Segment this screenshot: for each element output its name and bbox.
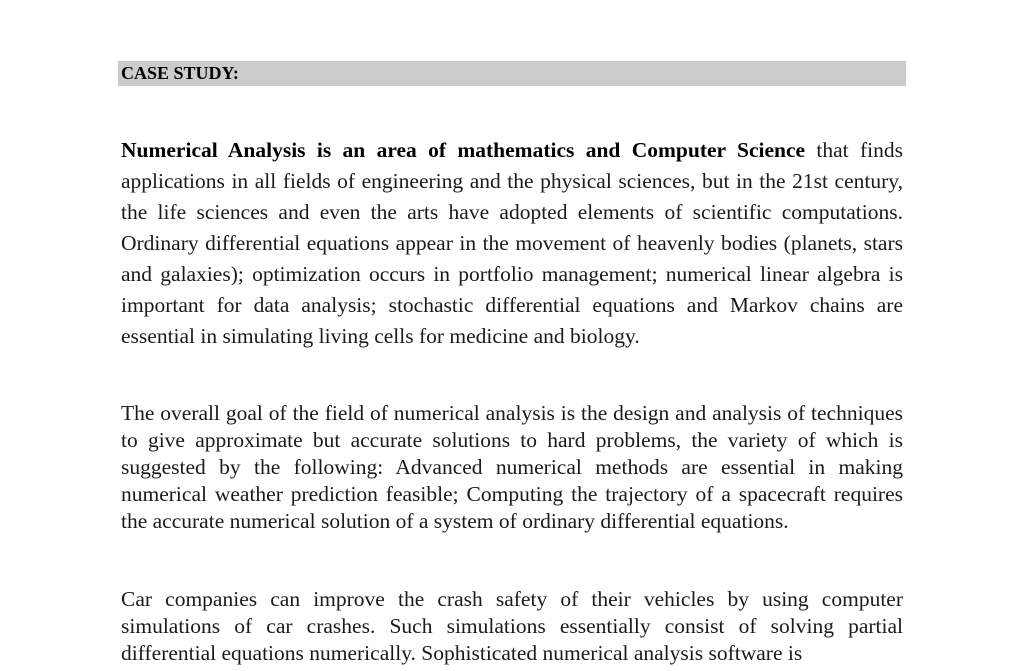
paragraph-1 xyxy=(121,135,903,352)
paragraph-1-text: that finds applications in all fields of engineering and the physical sciences, but in the 21st century, the life sciences and even the arts have adopted elements of scientific computations. Ordinary differential equations appear in the movement of heavenly bodies (planets, stars and galaxies); optimization occurs in portfolio management; numerical linear algebra is important for data analysis; stochastic differential equations and Markov chains are essential in simulating living cells for medicine and biology. xyxy=(121,138,903,348)
paragraph-1-lead: Numerical Analysis is an area of mathematics and Computer Science xyxy=(121,138,806,162)
paragraph-3: Car companies can improve the crash safety of their vehicles by using computer simulations of car crashes. Such simulations essentially consist of solving partial differential equations numerically. Sophisticated numerical analysis software is xyxy=(121,587,903,665)
paragraph-2: The overall goal of the field of numerical analysis is the design and analysis of techniques to give approximate but accurate solutions to hard problems, the variety of which is suggested by the following: Advanced numerical methods are essential in making numerical weather prediction feasible; Computing the trajectory of a spacecraft requires the accurate numerical solution of a system of ordinary differential equations. xyxy=(121,401,903,533)
section-header: CASE STUDY: xyxy=(118,61,906,86)
